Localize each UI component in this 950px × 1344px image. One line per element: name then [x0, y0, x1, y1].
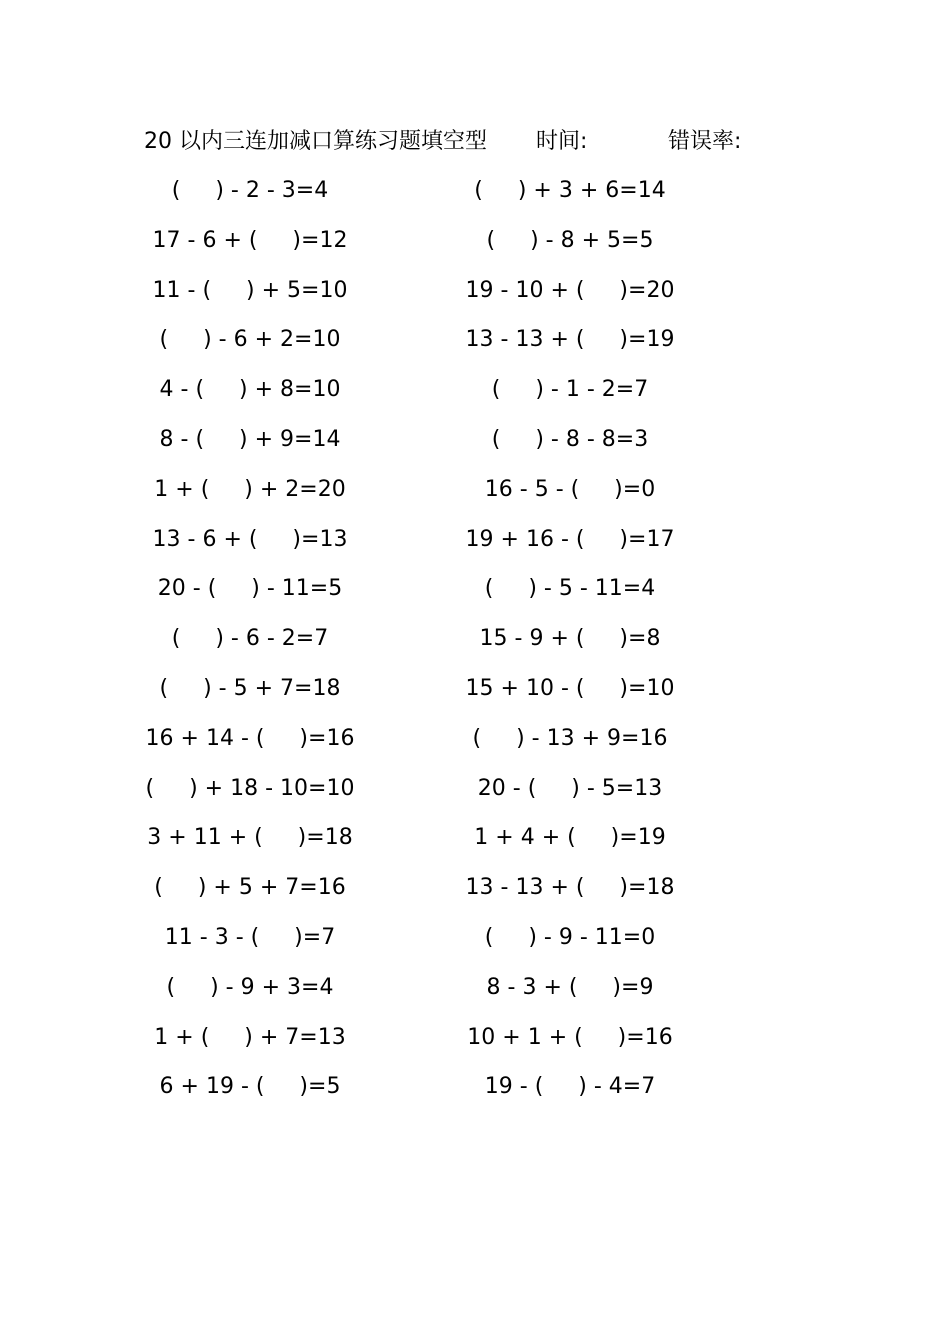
problem-item: 17 - 6 + ( )=12 [152, 227, 348, 253]
problem-item: 8 - ( ) + 9=14 [159, 426, 341, 452]
problem-item: 16 - 5 - ( )=0 [484, 476, 656, 502]
worksheet-title: 20 以内三连加减口算练习题填空型 [144, 129, 487, 154]
problem-item: ( ) - 8 + 5=5 [486, 227, 654, 253]
problem-item: 3 + 11 + ( )=18 [147, 825, 353, 851]
problem-item: 13 - 6 + ( )=13 [152, 526, 348, 552]
problem-item: ( ) - 6 - 2=7 [171, 626, 329, 652]
problem-item: 6 + 19 - ( )=5 [159, 1074, 341, 1100]
error-rate-label: 错误率: [668, 129, 742, 154]
problem-item: ( ) - 9 - 11=0 [484, 924, 656, 950]
problem-item: 19 - 10 + ( )=20 [465, 277, 675, 303]
problem-item: 8 - 3 + ( )=9 [486, 974, 654, 1000]
problem-item: ( ) - 2 - 3=4 [171, 178, 329, 203]
problem-item: 20 - ( ) - 11=5 [157, 576, 343, 602]
time-label: 时间: [536, 129, 588, 154]
problem-item: 1 + ( ) + 7=13 [154, 1024, 346, 1050]
problem-item: 11 - 3 - ( )=7 [164, 924, 336, 950]
problem-column-right [420, 166, 720, 1112]
problem-item: ( ) - 9 + 3=4 [166, 974, 334, 1000]
problem-item: ( ) + 3 + 6=14 [474, 178, 666, 203]
problem-item: ( ) - 6 + 2=10 [159, 327, 341, 353]
problem-item: 19 + 16 - ( )=17 [465, 526, 675, 552]
problem-item: 13 - 13 + ( )=18 [465, 875, 675, 901]
problem-item: 1 + ( ) + 2=20 [154, 476, 346, 502]
problem-item: ( ) - 13 + 9=16 [472, 725, 668, 751]
problem-item: 1 + 4 + ( )=19 [474, 825, 666, 851]
problem-column-left [100, 166, 400, 1112]
problem-item: ( ) + 18 - 10=10 [145, 775, 355, 801]
problem-item: ( ) + 5 + 7=16 [154, 875, 346, 901]
problem-item: ( ) - 1 - 2=7 [491, 377, 649, 403]
problem-item: ( ) - 8 - 8=3 [491, 426, 649, 452]
problem-item: 13 - 13 + ( )=19 [465, 327, 675, 353]
problem-item: 15 + 10 - ( )=10 [465, 675, 675, 701]
problem-item: ( ) - 5 + 7=18 [159, 675, 341, 701]
problem-item: ( ) - 5 - 11=4 [484, 576, 656, 602]
problem-item: 11 - ( ) + 5=10 [152, 277, 348, 303]
problem-item: 19 - ( ) - 4=7 [484, 1074, 656, 1100]
problem-item: 15 - 9 + ( )=8 [479, 626, 661, 652]
problem-item: 16 + 14 - ( )=16 [145, 725, 355, 751]
problem-item: 4 - ( ) + 8=10 [159, 377, 341, 403]
problem-item: 10 + 1 + ( )=16 [467, 1024, 673, 1050]
worksheet-header [144, 124, 784, 160]
problem-item: 20 - ( ) - 5=13 [477, 775, 663, 801]
